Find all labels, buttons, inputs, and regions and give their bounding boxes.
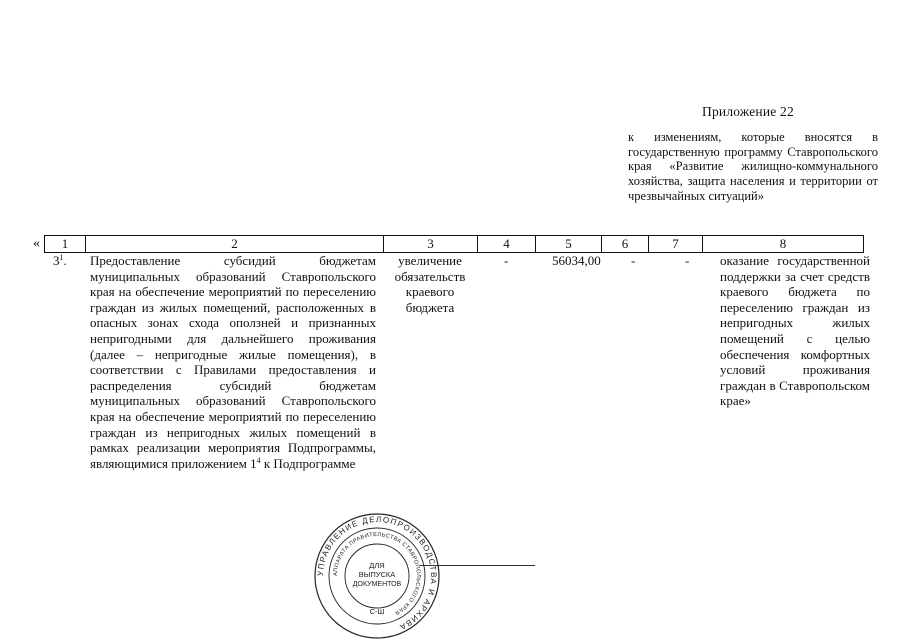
stamp-inner-text: АППАРАТА ПРАВИТЕЛЬСТВА СТАВРОПОЛЬСКОГО КРАЯ (332, 531, 421, 616)
header-col-7: 7 (649, 236, 703, 253)
row-description-sup: 4 (256, 455, 261, 465)
row-description-text: Предоставление субсидий бюджетам муниципальных образований Ставропольского края на обеспечение мероприятий по переселению граждан из жилых помещений, расположенных в опасных зонах схода оползней и признанных непригодными для дальнейшего проживания (далее – непригодные жилые помещения), в соответствии с Правилами предоставления и распределения субсидий бюджетам муниципальных образований Ставропольского края на обеспечение мероприятий по переселению граждан из непригодных жилых помещений в рамках реализации мероприятия Подпрограммы, являющимися приложением 1 (90, 253, 376, 471)
stamp-outer-text: УПРАВЛЕНИЕ ДЕЛОПРОИЗВОДСТВА И АРХИВА (315, 514, 439, 632)
header-row (44, 235, 864, 253)
row-description (90, 253, 376, 471)
row-number-main: 3 (53, 253, 60, 268)
appendix-description: к изменениям, которые вносятся в государственную программу Ставропольского края «Развитие жилищно-коммунального хозяйства, защита населения и территории от чрезвычайных ситуаций» (628, 130, 878, 203)
stamp-code: С-Ш (369, 607, 385, 616)
stamp-center-line-2: ВЫПУСКА (358, 570, 396, 579)
appendix-title: Приложение 22 (702, 104, 794, 119)
stamp-center-line-1: ДЛЯ (369, 561, 385, 570)
row-col-6: - (631, 253, 636, 268)
row-number-sup: 1 (59, 253, 64, 262)
row-number-suffix: . (63, 253, 67, 268)
opening-quote: « (33, 236, 40, 251)
row-col-3: увеличение обязательств краевого бюджета (394, 253, 466, 315)
archive-stamp (313, 512, 441, 640)
header-col-8: 8 (703, 236, 864, 253)
header-col-3: 3 (384, 236, 478, 253)
row-col-8: оказание государственной поддержки за счет средств краевого бюджета по переселению граждан из непригодных жилых помещений с целью обеспечения комфортных условий проживания граждан в Ставропольском крае» (720, 253, 870, 409)
stamp-center-line-3: ДОКУМЕНТОВ (352, 581, 402, 588)
header-col-4: 4 (478, 236, 536, 253)
row-col-7: - (685, 253, 690, 268)
row-number (53, 253, 67, 269)
header-col-6: 6 (602, 236, 649, 253)
row-col-5: 56034,00 (552, 253, 601, 268)
row-col-4: - (504, 253, 509, 268)
header-col-2: 2 (86, 236, 384, 253)
header-col-5: 5 (536, 236, 602, 253)
row-description-end: к Подпрограмме (260, 455, 356, 471)
header-col-1: 1 (45, 236, 86, 253)
